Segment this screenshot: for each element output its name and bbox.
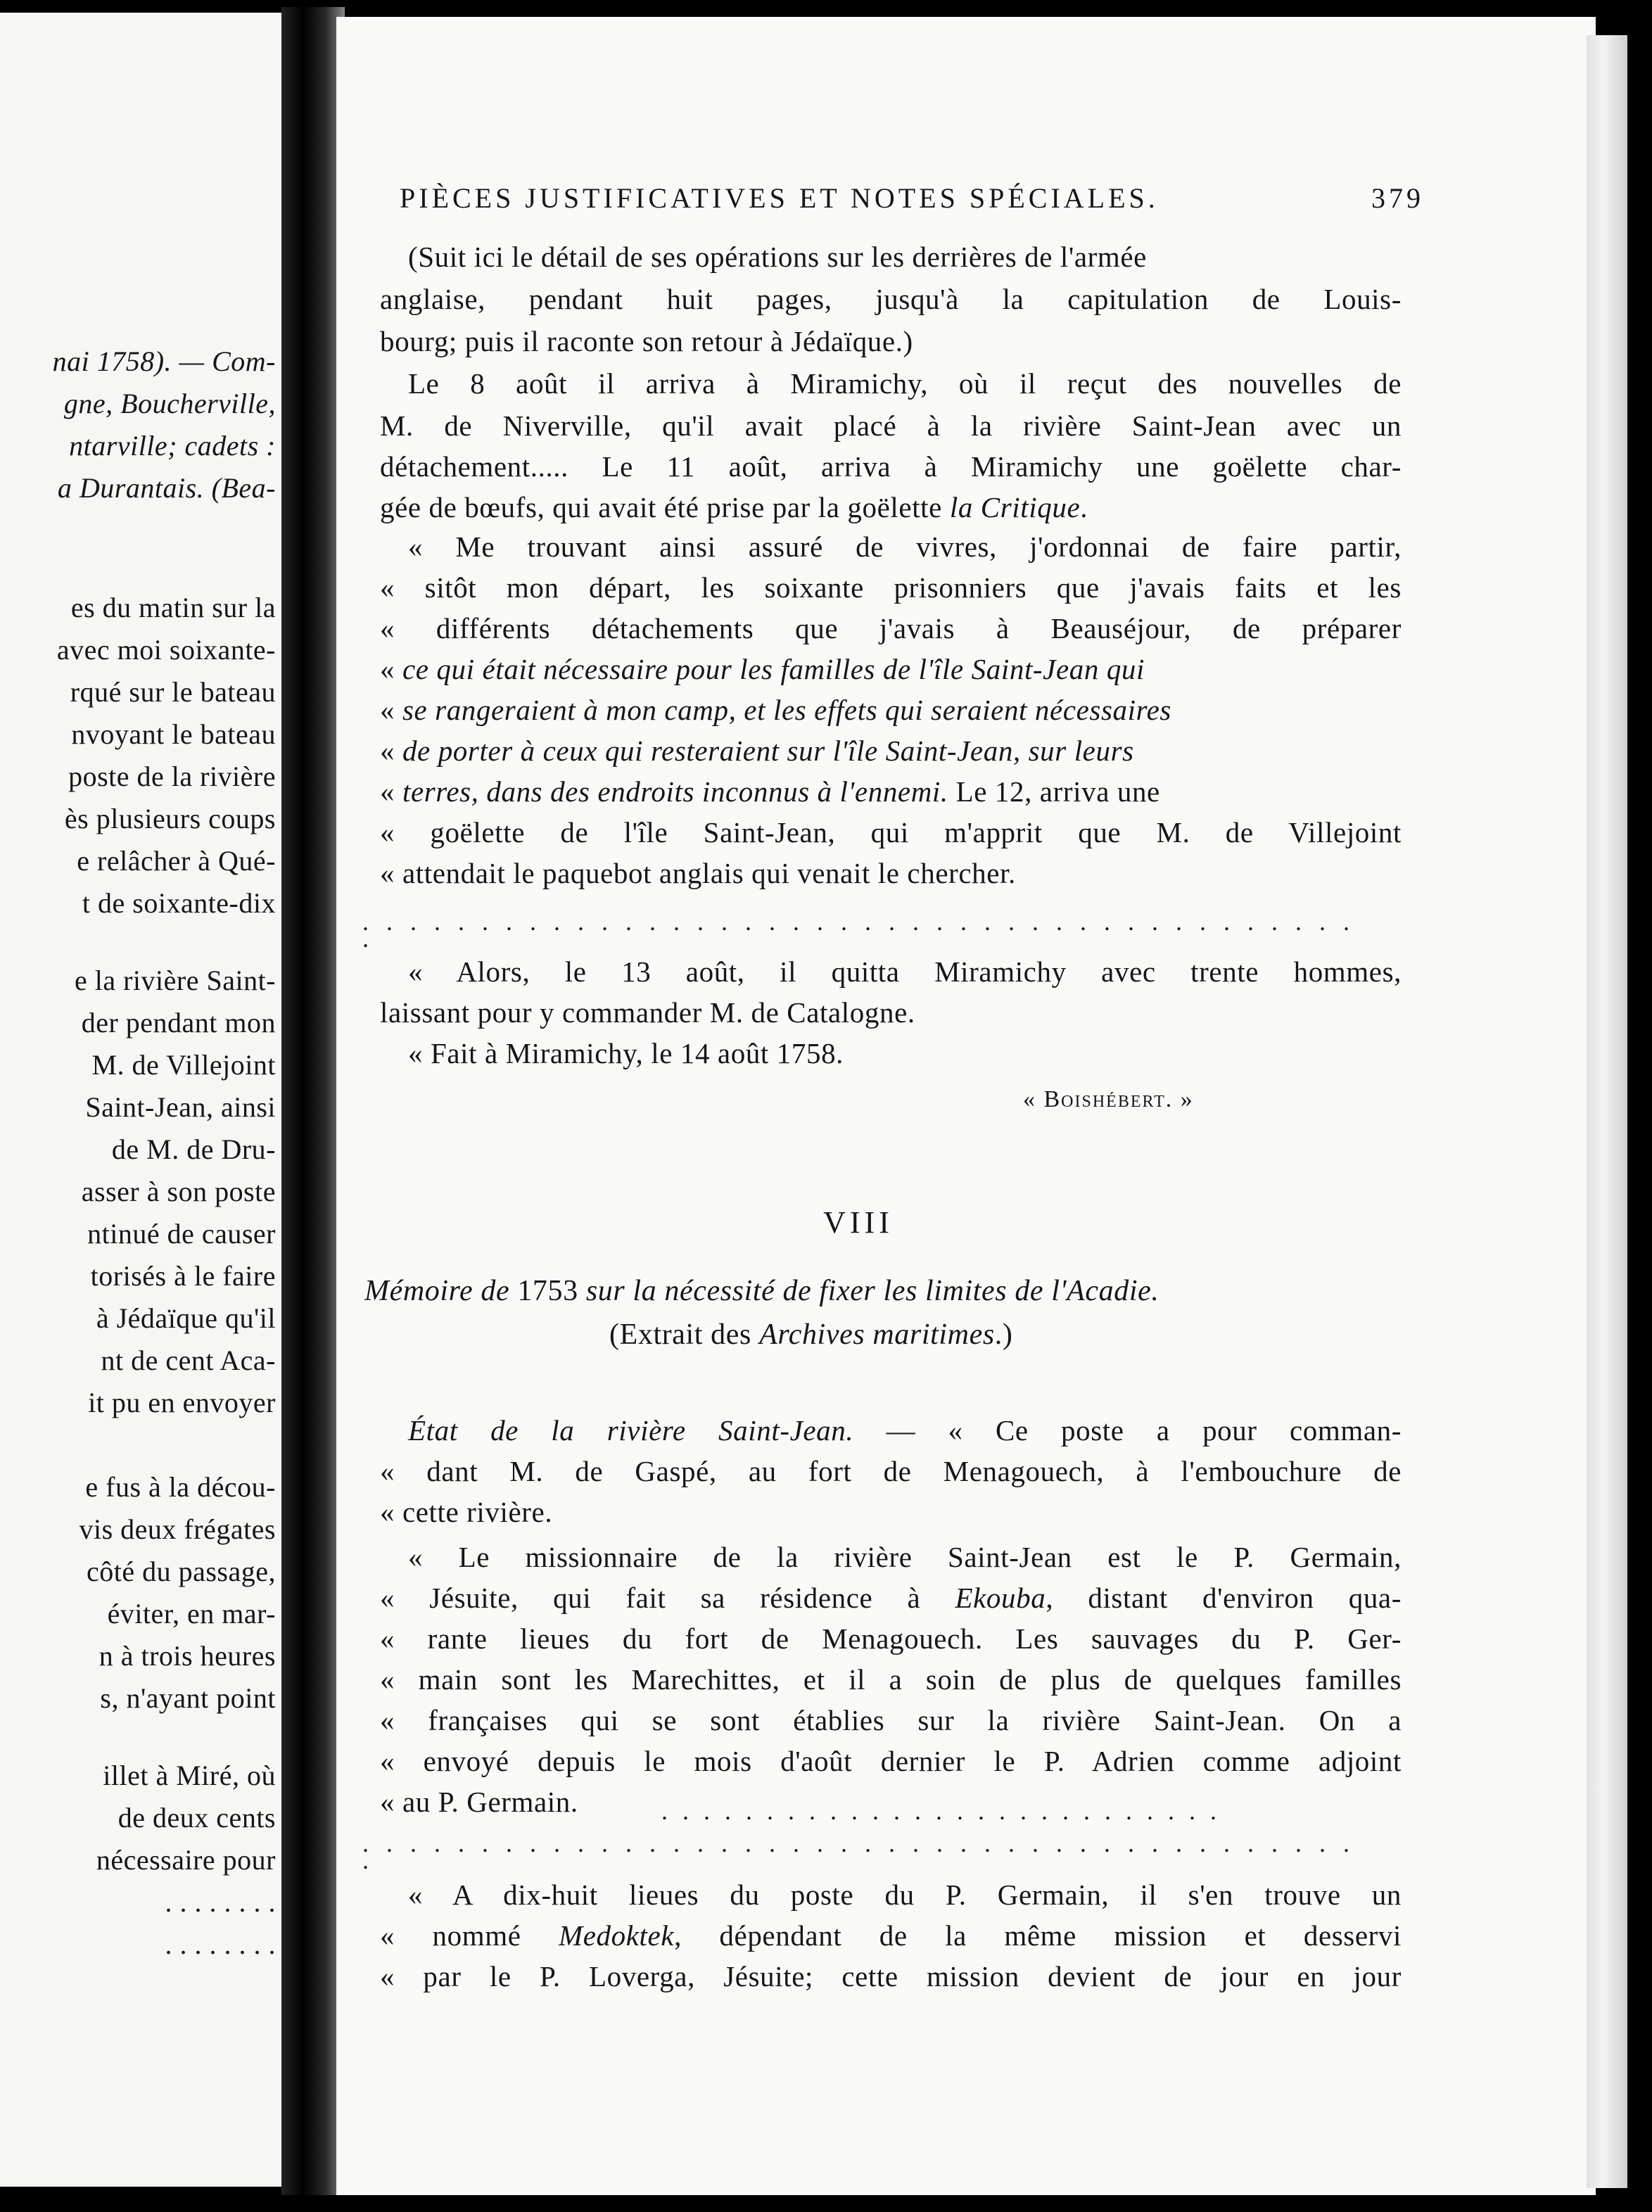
facing-page-line: nvoyant le bateau xyxy=(71,718,276,750)
facing-page-line: vis deux frégates xyxy=(79,1513,276,1545)
facing-page-line: M. de Villejoint xyxy=(91,1049,276,1081)
facing-page-line: gne, Boucherville, xyxy=(63,388,276,419)
ellipsis-row: . . . . . . . . . . . . . . . . . . . . . . . . . . . . . . . . . . . . . . . . . . . xyxy=(362,908,1355,953)
page-edge xyxy=(1587,35,1627,2188)
paragraph-line: « cette rivière. xyxy=(380,1496,553,1528)
quote-line: « Alors, le 13 août, il quitta Miramichy avec trente hommes, xyxy=(408,955,1402,988)
facing-page-line: illet à Miré, où xyxy=(103,1760,276,1791)
facing-page-line: e relâcher à Qué- xyxy=(77,845,276,877)
facing-page-line: e la rivière Saint- xyxy=(74,965,276,996)
facing-page-line: avec moi soixante- xyxy=(56,634,276,666)
quote-line: « au P. Germain. xyxy=(380,1786,578,1818)
page-number: 379 xyxy=(1371,182,1424,214)
paragraph-line: gée de bœufs, qui avait été prise par la goëlette la Critique. xyxy=(380,491,1088,523)
facing-page-line: de M. de Dru- xyxy=(111,1133,276,1165)
paragraph-line: État de la rivière Saint-Jean. — « Ce poste a pour comman- xyxy=(408,1414,1402,1447)
quote-line: « de porter à ceux qui resteraient sur l'île Saint-Jean, sur leurs xyxy=(380,735,1134,767)
quote-line: « Le missionnaire de la rivière Saint-Jean est le P. Germain, xyxy=(408,1541,1402,1573)
facing-page-line: asser à son poste xyxy=(81,1176,276,1207)
running-title: PIÈCES JUSTIFICATIVES ET NOTES SPÉCIALES. xyxy=(400,182,1159,214)
quote-line: laissant pour y commander M. de Catalogne. xyxy=(380,996,915,1029)
facing-page-line: s, n'ayant point xyxy=(100,1682,276,1714)
facing-page-line: rqué sur le bateau xyxy=(70,676,276,708)
quote-line: « Fait à Miramichy, le 14 août 1758. xyxy=(408,1037,844,1069)
quote-line: « Me trouvant ainsi assuré de vivres, j'ordonnai de faire partir, xyxy=(408,530,1402,563)
facing-page-line: torisés à le faire xyxy=(90,1260,276,1292)
facing-page-left xyxy=(0,13,281,2187)
quote-line: « sitôt mon départ, les soixante prisonniers que j'avais faits et les xyxy=(380,571,1402,604)
paragraph-line: bourg; puis il raconte son retour à Jédaïque.) xyxy=(380,325,913,357)
section-source: (Extrait des Archives maritimes.) xyxy=(609,1318,1013,1351)
facing-page-line: Saint-Jean, ainsi xyxy=(85,1091,276,1123)
facing-page-line: nt de cent Aca- xyxy=(101,1345,276,1376)
facing-page-line: . . . . . . . . xyxy=(165,1928,276,1960)
quote-line: « différents détachements que j'avais à Beauséjour, de préparer xyxy=(380,612,1402,644)
facing-page-line: es du matin sur la xyxy=(70,592,276,623)
quote-line: « terres, dans des endroits inconnus à l'ennemi. Le 12, arriva une xyxy=(380,775,1160,808)
quote-line: « attendait le paquebot anglais qui venait le chercher. xyxy=(380,857,1016,889)
facing-page-line: nécessaire pour xyxy=(96,1844,276,1876)
quote-line: « A dix-huit lieues du poste du P. Germain, il s'en trouve un xyxy=(408,1879,1402,1911)
facing-page-line: poste de la rivière xyxy=(68,761,276,792)
paragraph-line: M. de Niverville, qu'il avait placé à la rivière Saint-Jean avec un xyxy=(380,409,1402,442)
facing-page-line: ès plusieurs coups xyxy=(64,803,276,834)
ellipsis-row: . . . . . . . . . . . . . . . . . . . . . . . . . . . xyxy=(661,1797,1221,1825)
facing-page-line: côté du passage, xyxy=(86,1556,276,1587)
facing-page-line: a Durantais. (Bea- xyxy=(57,472,276,504)
section-number: VIII xyxy=(823,1205,894,1240)
quote-line: « par le P. Loverga, Jésuite; cette mission devient de jour en jour xyxy=(380,1960,1402,1992)
facing-page-line: ntarville; cadets : xyxy=(69,430,276,462)
book-gutter xyxy=(281,7,345,2195)
facing-page-line: it pu en envoyer xyxy=(88,1387,276,1418)
facing-page-line: à Jédaïque qu'il xyxy=(96,1302,276,1334)
facing-page-line: . . . . . . . . xyxy=(165,1886,276,1918)
facing-page-line: nai 1758). — Com- xyxy=(52,345,276,377)
quote-line: « se rangeraient à mon camp, et les effets qui seraient nécessaires xyxy=(380,694,1171,726)
facing-page-line: n à trois heures xyxy=(99,1640,276,1672)
section-title: Mémoire de 1753 sur la nécessité de fixer les limites de l'Acadie. xyxy=(364,1275,1159,1307)
facing-page-line: ntinué de causer xyxy=(87,1218,276,1250)
quote-line: « main sont les Marechittes, et il a soin de plus de quelques familles xyxy=(380,1663,1402,1696)
paragraph-line: détachement..... Le 11 août, arriva à Miramichy une goëlette char- xyxy=(380,450,1402,483)
facing-page-line: e fus à la décou- xyxy=(85,1471,276,1503)
facing-page-line: t de soixante-dix xyxy=(82,887,276,919)
ellipsis-row: . . . . . . . . . . . . . . . . . . . . . . . . . . . . . . . . . . . . . . . . . . . xyxy=(362,1829,1355,1874)
quote-line: « ce qui était nécessaire pour les familles de l'île Saint-Jean qui xyxy=(380,653,1145,685)
running-head xyxy=(400,182,1424,215)
paragraph-line: Le 8 août il arriva à Miramichy, où il reçut des nouvelles de xyxy=(408,367,1402,400)
quote-line: « rante lieues du fort de Menagouech. Les sauvages du P. Ger- xyxy=(380,1622,1402,1655)
paragraph-line: (Suit ici le détail de ses opérations sur les derrières de l'armée xyxy=(408,241,1147,273)
signature: « Boishébert. » xyxy=(1023,1086,1194,1112)
facing-page-line: der pendant mon xyxy=(81,1007,276,1038)
quote-line: « nommé Medoktek, dépendant de la même mission et desservi xyxy=(380,1919,1402,1952)
quote-line: « envoyé depuis le mois d'août dernier le P. Adrien comme adjoint xyxy=(380,1745,1402,1777)
quote-line: « goëlette de l'île Saint-Jean, qui m'apprit que M. de Villejoint xyxy=(380,816,1402,848)
facing-page-line: éviter, en mar- xyxy=(107,1598,276,1629)
quote-line: « françaises qui se sont établies sur la rivière Saint-Jean. On a xyxy=(380,1704,1402,1736)
facing-page-line: de deux cents xyxy=(117,1802,276,1833)
paragraph-line: « dant M. de Gaspé, au fort de Menagouech, à l'embouchure de xyxy=(380,1455,1402,1487)
quote-line: « Jésuite, qui fait sa résidence à Ekouba, distant d'environ qua- xyxy=(380,1582,1402,1614)
paragraph-line: anglaise, pendant huit pages, jusqu'à la capitulation de Louis- xyxy=(380,283,1402,315)
